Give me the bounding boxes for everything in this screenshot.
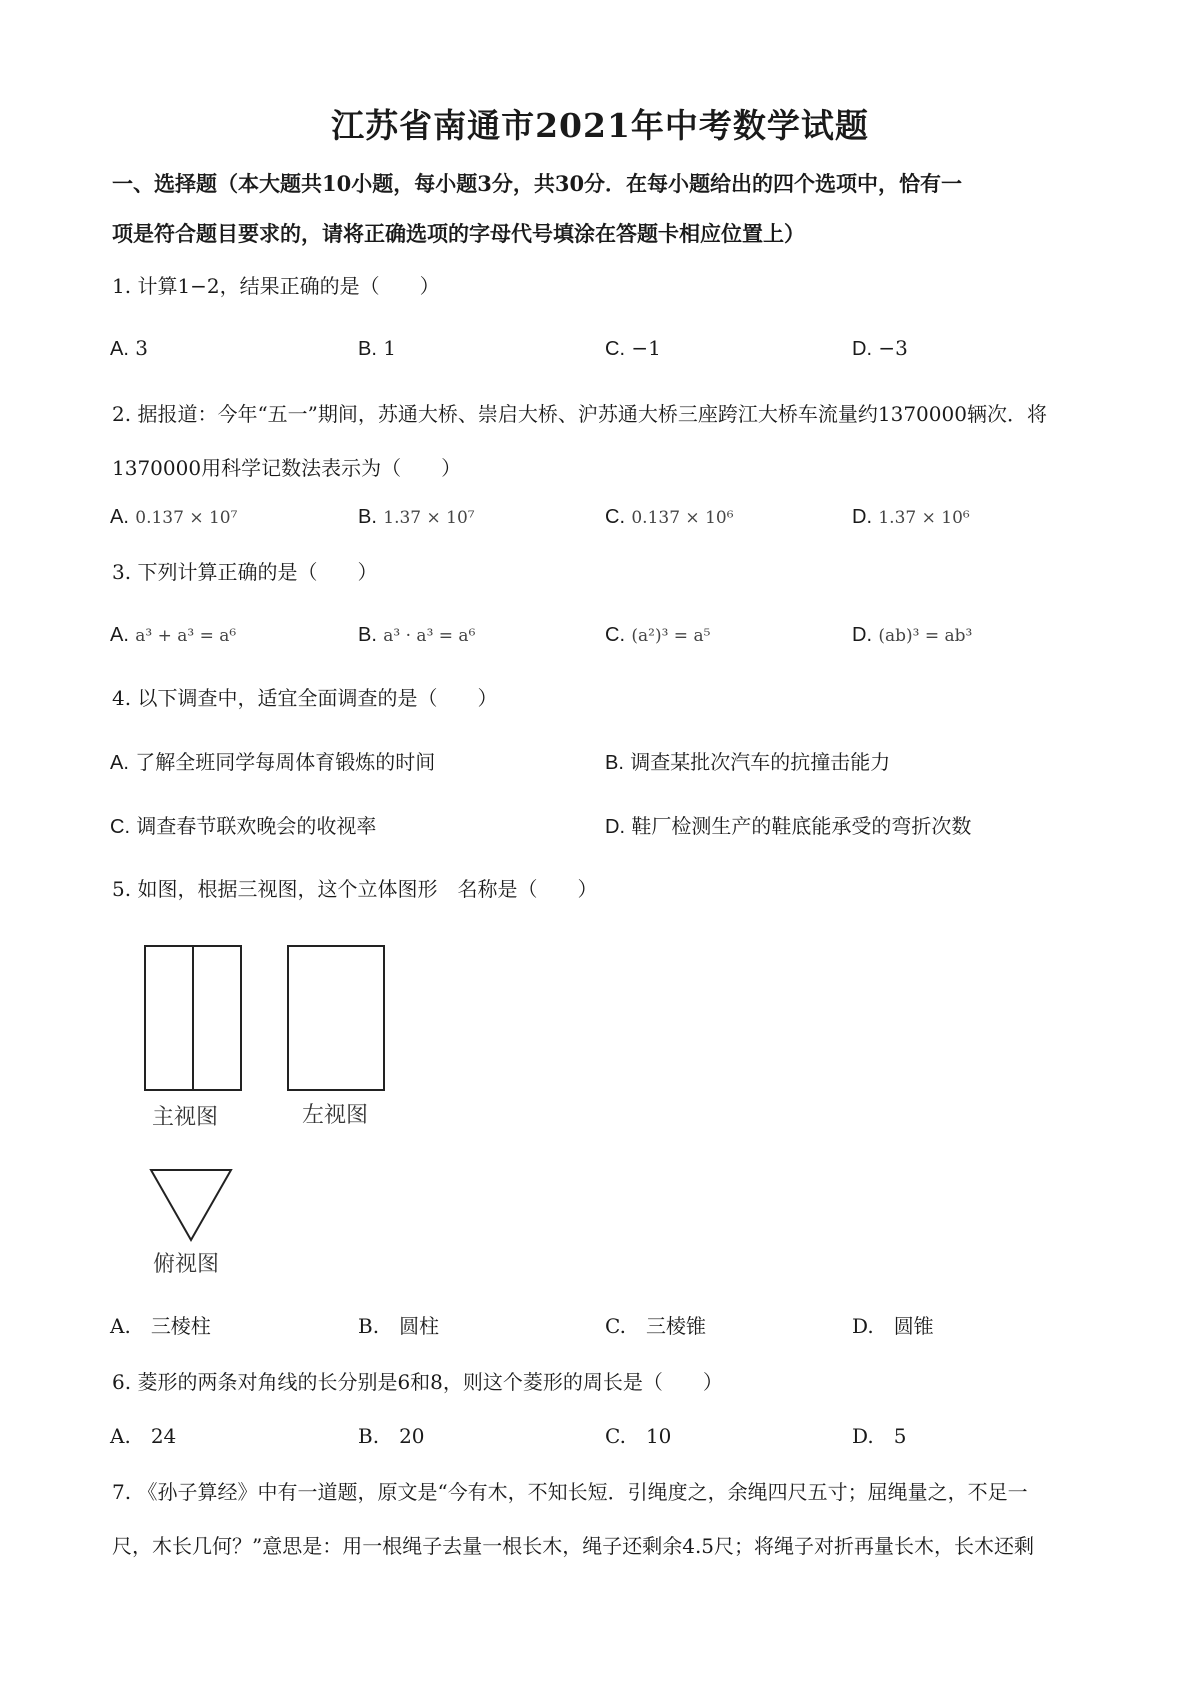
q1-option-d: D. −3 [852,336,908,360]
q2-option-c: C. 0.137 × 10⁶ [605,506,734,528]
q1-option-b: B. 1 [358,336,396,360]
q4-stem: 4. 以下调查中，适宜全面调查的是（ ） [112,686,498,710]
left-view-label: 左视图 [302,1103,369,1128]
front-view-label: 主视图 [152,1105,219,1130]
q6-option-a: A. 24 [110,1424,177,1448]
q6-option-d: D. 5 [852,1424,907,1448]
q6-option-c: C. 10 [605,1424,672,1448]
front-view-rect [145,946,241,1090]
q4-option-a: A. 了解全班同学每周体育锻炼的时间 [110,750,436,774]
q4-option-c: C. 调查春节联欢晚会的收视率 [110,814,377,838]
q4-option-b: B. 调查某批次汽车的抗撞击能力 [605,750,891,774]
q3-option-c: C. (a²)³ = a⁵ [605,624,711,646]
section-heading-line-1: 一、选择题（本大题共10小题，每小题3分，共30分．在每小题给出的四个选项中，恰有一 [112,171,963,196]
q2-stem-line-2: 1370000用科学记数法表示为（ ） [112,456,462,480]
q5-option-b: B. 圆柱 [358,1314,440,1338]
q2-option-d: D. 1.37 × 10⁶ [852,506,970,528]
q5-option-d: D. 圆锥 [852,1314,934,1338]
q3-stem: 3. 下列计算正确的是（ ） [112,560,378,584]
left-view-rect [288,946,384,1090]
section-heading-line-2: 项是符合题目要求的，请将正确选项的字母代号填涂在答题卡相应位置上） [112,221,805,246]
q3-option-a: A. a³ + a³ = a⁶ [110,624,237,646]
q5-stem: 5. 如图，根据三视图，这个立体图形 名称是（ ） [112,877,598,901]
q6-option-b: B. 20 [358,1424,425,1448]
q2-option-a: A. 0.137 × 10⁷ [110,506,238,528]
q1-option-a: A. 3 [110,336,148,360]
top-view-label: 俯视图 [153,1252,220,1277]
q1-stem: 1. 计算1−2，结果正确的是（ ） [112,274,440,298]
page-title: 江苏省南通市2021年中考数学试题 [331,106,869,145]
q7-stem-line-1: 7. 《孙子算经》中有一道题，原文是“今有木，不知长短．引绳度之，余绳四尺五寸；屈绳量之，不足一 [112,1480,1028,1504]
q2-option-b: B. 1.37 × 10⁷ [358,506,475,528]
q5-option-a: A. 三棱柱 [110,1314,211,1338]
q6-stem: 6. 菱形的两条对角线的长分别是6和8，则这个菱形的周长是（ ） [112,1370,723,1394]
top-view-triangle [151,1170,231,1240]
q3-option-d: D. (ab)³ = ab³ [852,624,973,646]
q5-option-c: C. 三棱锥 [605,1314,706,1338]
q7-stem-line-2: 尺，木长几何？”意思是：用一根绳子去量一根长木，绳子还剩余4.5尺；将绳子对折再量长木，长木还剩 [112,1534,1035,1558]
q1-option-c: C. −1 [605,336,661,360]
q4-option-d: D. 鞋厂检测生产的鞋底能承受的弯折次数 [605,814,972,838]
q2-stem-line-1: 2. 据报道：今年“五一”期间，苏通大桥、崇启大桥、沪苏通大桥三座跨江大桥车流量约1370000辆次．将 [112,402,1047,426]
q3-option-b: B. a³ · a³ = a⁶ [358,624,476,646]
